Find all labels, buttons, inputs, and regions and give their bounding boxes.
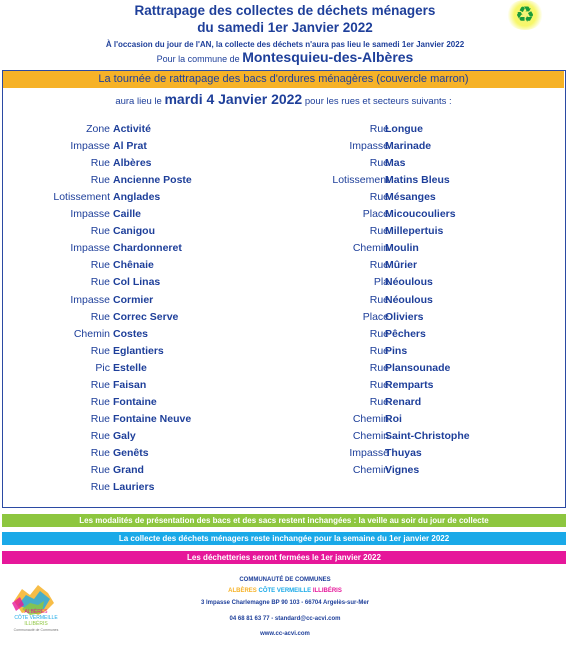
- title-line2: du samedi 1er Janvier 2022: [197, 20, 373, 35]
- street-name: Vignes: [385, 464, 420, 476]
- footer-address: 3 Impasse Charlemagne BP 90 103 - 66704 Argelès-sur-Mer: [200, 600, 370, 606]
- street-name: Pêchers: [385, 327, 426, 340]
- street-name: Roi: [385, 412, 402, 425]
- street-type: Rue: [369, 191, 389, 204]
- street-type: Rue: [90, 174, 110, 187]
- street-type: Rue: [369, 361, 389, 374]
- street-name: Moulin: [385, 242, 419, 255]
- street-row: [3, 225, 283, 242]
- street-row: [3, 276, 283, 293]
- footer-albere: ALBÈRES: [228, 588, 257, 594]
- street-type: Rue: [369, 123, 389, 135]
- footer-contact: 04 68 81 63 77 - standard@cc-acvi.com: [229, 616, 341, 622]
- street-name: Ancienne Poste: [113, 174, 192, 187]
- green-notice-bar: Les modalités de présentation des bacs et des sacs restent inchangées : la veille au soir du jour de collecte: [2, 514, 566, 527]
- street-type: Impasse: [70, 208, 110, 221]
- footer-cote: CÔTE VERMEILLE: [258, 588, 312, 594]
- street-name: Longue: [385, 123, 423, 135]
- street-name: Costes: [113, 327, 149, 340]
- footer-illiberis: ILLIBÉRIS: [312, 588, 342, 594]
- street-name: Mésanges: [385, 191, 436, 204]
- street-row: [283, 157, 563, 174]
- logo-line3: ILLIBÉRIS: [24, 621, 48, 627]
- street-row: [3, 396, 283, 413]
- street-row: [283, 225, 563, 242]
- street-name: Eglantiers: [113, 344, 164, 357]
- commune-prefix: Pour la commune de: [156, 54, 240, 64]
- street-name: Fontaine: [113, 395, 157, 408]
- street-name: Millepertuis: [385, 225, 444, 238]
- street-type: Impasse: [349, 140, 389, 153]
- recycle-icon: ♻: [506, 0, 544, 30]
- street-row: [3, 191, 283, 208]
- logo-text: [8, 609, 64, 633]
- date-line: [3, 91, 564, 107]
- header: [0, 0, 570, 70]
- street-type: Rue: [369, 225, 389, 238]
- street-name: Renard: [385, 395, 422, 408]
- street-type: Rue: [90, 344, 110, 357]
- street-row: [3, 208, 283, 225]
- street-row: [3, 242, 283, 259]
- commune-name: Montesquieu-des-Albères: [242, 49, 414, 65]
- street-name: Oliviers: [385, 310, 424, 323]
- blue-notice-bar: La collecte des déchets ménagers reste inchangée pour la semaine du 1er janvier 2022: [2, 532, 566, 545]
- street-name: Al Prat: [113, 140, 147, 153]
- street-row: [283, 311, 563, 328]
- date-prefix: aura lieu le: [115, 96, 162, 107]
- street-type: Lotissement: [53, 191, 110, 204]
- street-name: Mas: [385, 157, 406, 170]
- street-type: Impasse: [70, 140, 110, 153]
- street-name: Thuyas: [385, 446, 422, 459]
- street-name: Mûrier: [385, 259, 418, 272]
- footer-web: www.cc-acvi.com: [260, 631, 310, 637]
- street-row: [3, 413, 283, 430]
- street-row: [283, 174, 563, 191]
- street-name: Correc Serve: [113, 310, 179, 323]
- street-row: [3, 294, 283, 311]
- street-type: Pla: [373, 276, 389, 289]
- street-type: Rue: [369, 378, 389, 391]
- street-row: [3, 447, 283, 464]
- street-row: [283, 379, 563, 396]
- street-name: Canigou: [113, 225, 155, 238]
- street-name: Genêts: [113, 446, 149, 459]
- street-row: [283, 276, 563, 293]
- street-type: Lotissement: [332, 174, 389, 187]
- street-name: Col Linas: [113, 276, 161, 289]
- street-row: [283, 447, 563, 464]
- street-type: Place: [362, 208, 389, 221]
- street-type: Zone: [86, 123, 110, 135]
- street-row: [3, 345, 283, 362]
- street-type: Rue: [90, 446, 110, 459]
- street-type: Rue: [90, 310, 110, 323]
- street-name: Estelle: [113, 361, 147, 374]
- street-type: Rue: [90, 157, 110, 170]
- street-row: [3, 157, 283, 174]
- street-name: Cormier: [113, 293, 154, 306]
- street-row: [283, 430, 563, 447]
- pink-notice-bar: Les déchetteries seront fermées le 1er janvier 2022: [2, 551, 566, 564]
- orange-banner: La tournée de rattrapage des bacs d'ordures ménagères (couvercle marron): [3, 71, 564, 88]
- street-name: Grand: [113, 464, 144, 476]
- date-suffix: pour les rues et secteurs suivants :: [304, 96, 452, 107]
- street-row: [283, 413, 563, 430]
- street-row: [3, 174, 283, 191]
- street-type: Rue: [90, 276, 110, 289]
- street-name: Chardonneret: [113, 242, 182, 255]
- logo-line1: ALBÈRES: [24, 609, 48, 615]
- street-type: Place: [362, 310, 389, 323]
- street-row: [3, 259, 283, 276]
- street-row: [283, 464, 563, 481]
- street-row: [3, 362, 283, 379]
- street-row: [3, 328, 283, 345]
- street-type: Chemin: [352, 242, 389, 255]
- street-name: Fontaine Neuve: [113, 412, 192, 425]
- street-row: [3, 481, 283, 498]
- street-row: [283, 191, 563, 208]
- street-name: Lauriers: [113, 481, 155, 494]
- street-name: Anglades: [113, 191, 161, 204]
- street-type: Rue: [369, 259, 389, 272]
- street-type: Rue: [90, 378, 110, 391]
- street-name: Activité: [113, 123, 151, 135]
- street-row: [3, 123, 283, 140]
- footer-brand: [150, 588, 420, 594]
- street-type: Chemin: [352, 412, 389, 425]
- street-type: Rue: [90, 259, 110, 272]
- street-row: [283, 294, 563, 311]
- street-row: [283, 362, 563, 379]
- footer-org-name: COMMUNAUTÉ DE COMMUNES: [239, 577, 331, 583]
- street-type: Rue: [90, 464, 110, 476]
- street-type: Impasse: [70, 293, 110, 306]
- street-name: Chênaie: [113, 259, 154, 272]
- street-name: Faisan: [113, 378, 147, 391]
- street-type: Impasse: [349, 446, 389, 459]
- street-type: Chemin: [73, 327, 110, 340]
- street-row: [283, 123, 563, 140]
- date-value: mardi 4 Janvier 2022: [164, 91, 303, 107]
- subtitle: À l'occasion du jour de l'AN, la collecte des déchets n'aura pas lieu le samedi 1er Janvier 2022: [105, 40, 465, 49]
- street-row: [283, 259, 563, 276]
- street-row: [3, 311, 283, 328]
- street-type: Rue: [369, 395, 389, 408]
- street-name: Plansounade: [385, 361, 451, 374]
- street-row: [283, 242, 563, 259]
- street-name: Pins: [385, 344, 408, 357]
- street-type: Rue: [90, 481, 110, 494]
- logo-line2: CÔTE VERMEILLE: [14, 615, 58, 621]
- street-row: [3, 430, 283, 447]
- street-row: [283, 345, 563, 362]
- street-type: Pic: [95, 361, 110, 374]
- street-type: Chemin: [352, 429, 389, 442]
- street-name: Micoucouliers: [385, 208, 456, 221]
- street-row: [3, 464, 283, 481]
- street-type: Rue: [369, 327, 389, 340]
- street-type: Impasse: [70, 242, 110, 255]
- street-type: Rue: [90, 395, 110, 408]
- street-type: Rue: [369, 344, 389, 357]
- street-row: [283, 396, 563, 413]
- street-type: Rue: [90, 412, 110, 425]
- street-row: [3, 379, 283, 396]
- street-name: Marinade: [385, 140, 432, 153]
- street-row: [283, 140, 563, 157]
- logo-line4: Communauté de Communes: [13, 628, 59, 632]
- street-row: [283, 208, 563, 225]
- street-name: Matins Bleus: [385, 174, 450, 187]
- street-name: Saint-Christophe: [385, 429, 470, 442]
- street-name: Néoulous: [385, 293, 433, 306]
- street-type: Rue: [369, 157, 389, 170]
- street-name: Néoulous: [385, 276, 433, 289]
- street-row: [3, 140, 283, 157]
- street-list-box: [2, 70, 566, 508]
- street-type: Chemin: [352, 464, 389, 476]
- street-row: [283, 328, 563, 345]
- street-name: Remparts: [385, 378, 434, 391]
- street-type: Rue: [90, 429, 110, 442]
- street-name: Galy: [113, 429, 136, 442]
- street-type: Rue: [90, 225, 110, 238]
- street-name: Caille: [113, 208, 142, 221]
- street-name: Albères: [113, 157, 152, 170]
- title-line1: Rattrapage des collectes de déchets ménagers: [134, 3, 436, 18]
- footer-org: [150, 577, 420, 583]
- street-type: Rue: [369, 293, 389, 306]
- commune-line: [0, 49, 570, 65]
